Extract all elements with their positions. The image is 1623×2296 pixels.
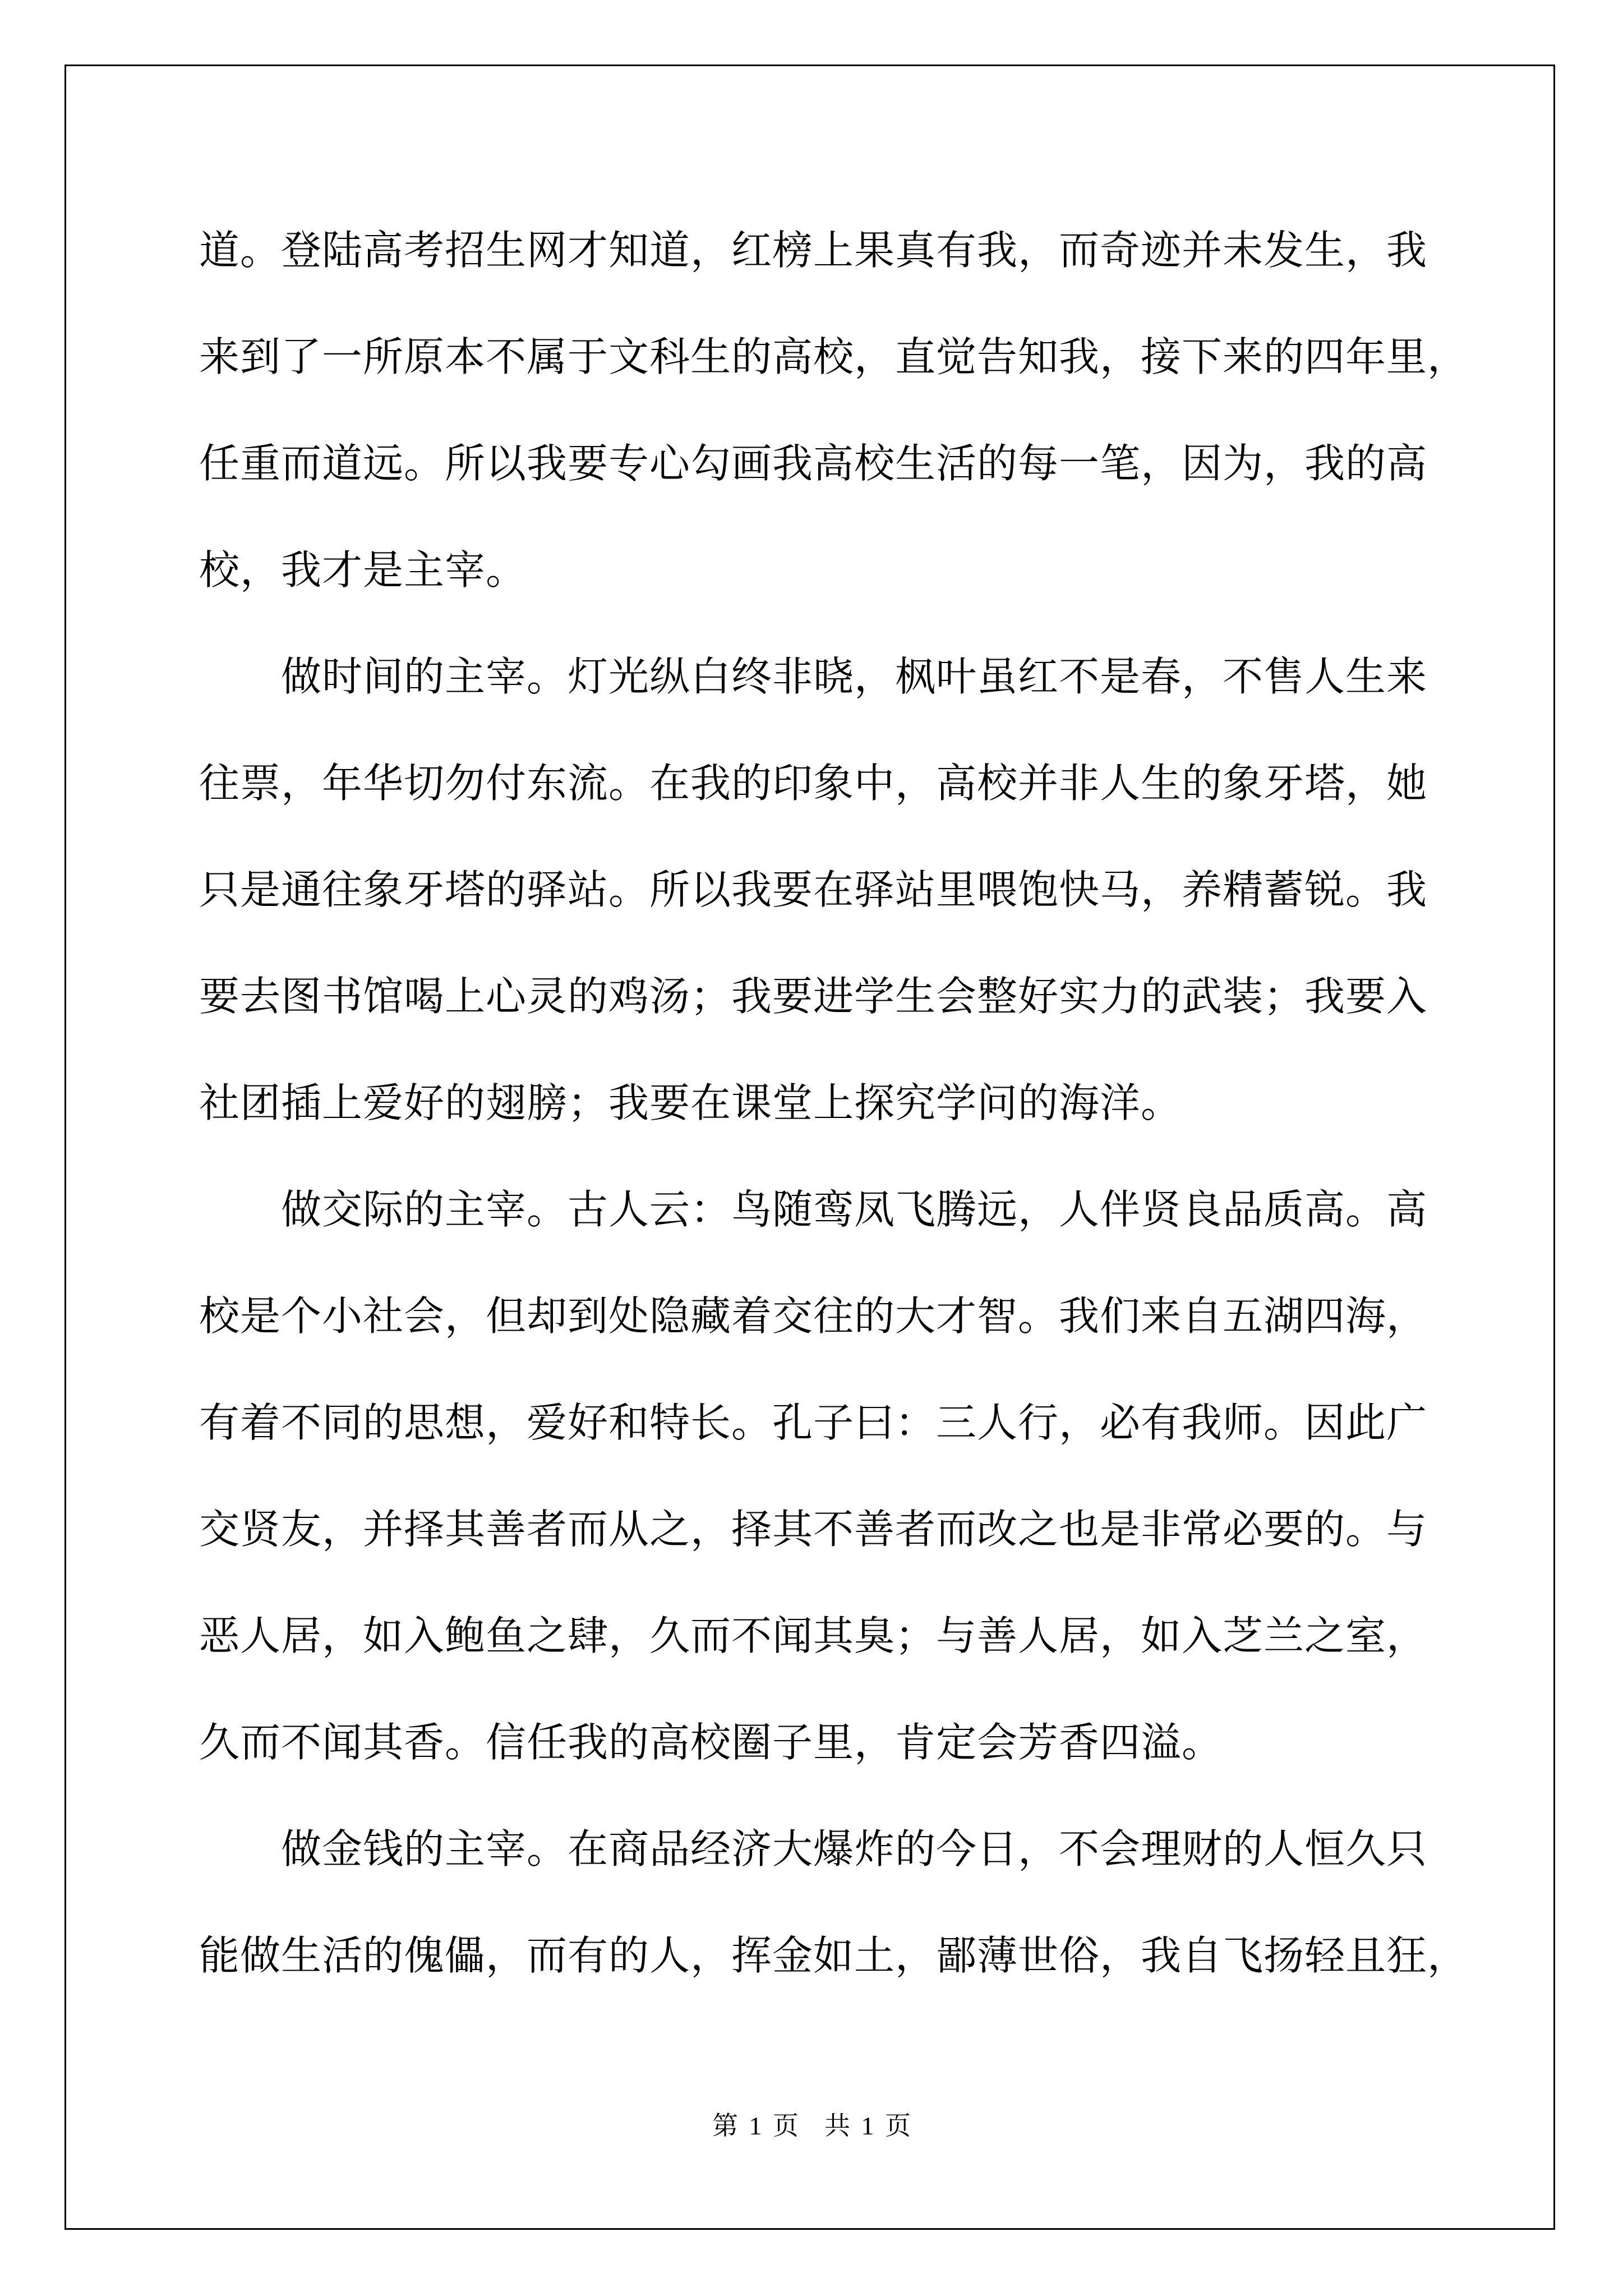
page-border [64, 65, 1555, 2230]
text-line: 来到了一所原本不属于文科生的高校，直觉告知我，接下来的四年里， [199, 333, 1469, 380]
text-line: 做交际的主宰。古人云：鸟随鸾凤飞腾远，人伴贤良品质高。高 [199, 1186, 1428, 1233]
page-number-footer: 第 1 页 共 1 页 [712, 2111, 911, 2140]
text-line: 道。登陆高考招生网才知道，红榜上果真有我，而奇迹并未发生，我 [199, 227, 1428, 274]
text-line: 久而不闻其香。信任我的高校圈子里，肯定会芳香四溢。 [199, 1719, 1223, 1766]
text-line: 能做生活的傀儡，而有的人，挥金如土，鄙薄世俗，我自飞扬轻且狂， [199, 1932, 1469, 1979]
text-line: 恶人居，如入鲍鱼之肆，久而不闻其臭；与善人居，如入芝兰之室， [199, 1612, 1428, 1659]
text-line: 校，我才是主宰。 [199, 546, 527, 593]
text-line: 交贤友，并择其善者而从之，择其不善者而改之也是非常必要的。与 [199, 1506, 1428, 1553]
text-line: 社团插上爱好的翅膀；我要在课堂上探究学问的海洋。 [199, 1079, 1182, 1126]
text-line: 只是通往象牙塔的驿站。所以我要在驿站里喂饱快马，养精蓄锐。我 [199, 866, 1428, 913]
text-line: 做时间的主宰。灯光纵白终非晓，枫叶虽红不是春，不售人生来 [199, 653, 1428, 700]
text-line: 校是个小社会，但却到处隐藏着交往的大才智。我们来自五湖四海， [199, 1292, 1428, 1340]
text-line: 要去图书馆喝上心灵的鸡汤；我要进学生会整好实力的武装；我要入 [199, 973, 1428, 1020]
text-line: 往票，年华切勿付东流。在我的印象中，高校并非人生的象牙塔，她 [199, 760, 1428, 807]
text-line: 任重而道远。所以我要专心勾画我高校生活的每一笔，因为，我的高 [199, 440, 1428, 487]
text-line: 做金钱的主宰。在商品经济大爆炸的今日，不会理财的人恒久只 [199, 1825, 1428, 1872]
text-line: 有着不同的思想，爱好和特长。孔子曰：三人行，必有我师。因此广 [199, 1399, 1428, 1446]
